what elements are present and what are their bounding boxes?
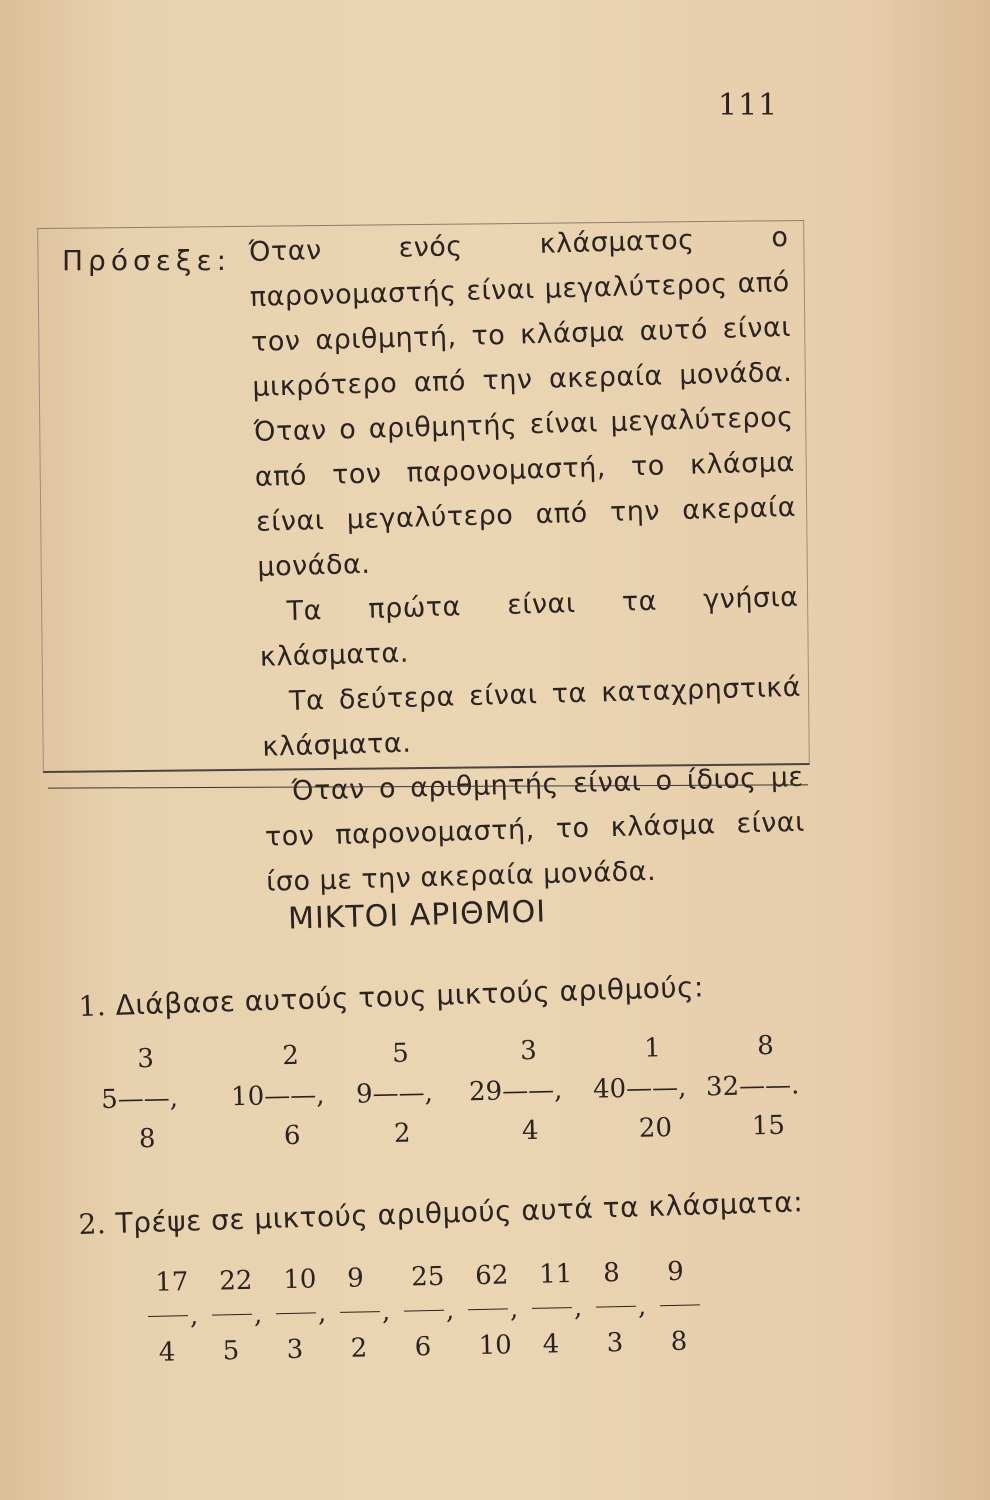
notice-paragraph: Όταν ενός κλάσματος ο παρονομαστής είναι μεγαλύτερος από τον αριθμητή, το κλάσμα αυτό είναι μικρότερο από την ακεραία μονάδα. Όταν ο αριθμητής είναι μεγαλύτερος από τον παρονομαστή, το κλάσμα είναι μεγαλύτερο από την ακεραία μονάδα.: [248, 221, 797, 583]
fraction-separator: ,: [317, 1298, 327, 1329]
mixed-denominator: 20: [638, 1113, 673, 1144]
fraction-numerator: 62: [474, 1260, 509, 1292]
fraction: [209, 1265, 271, 1376]
mixed-whole: 5——,: [100, 1083, 179, 1115]
mixed-denominator: 8: [138, 1123, 156, 1155]
fraction-separator: ,: [509, 1294, 519, 1325]
notice-text: [248, 215, 807, 905]
fraction-denominator: 6: [414, 1332, 432, 1363]
fraction-separator: ,: [253, 1299, 263, 1330]
exercise-text: Τρέψε σε μικτούς αριθμούς αυτά τα κλάσματα:: [115, 1185, 804, 1240]
fraction-numerator: 25: [410, 1261, 445, 1293]
exercise-text: Διάβασε αυτούς τους μικτούς αριθμούς:: [115, 970, 705, 1022]
notice-paragraph: Τα πρώτα είναι τα γνήσια κλάσματα.: [259, 581, 799, 673]
mixed-denominator: 6: [283, 1120, 301, 1152]
fraction-bar: [660, 1304, 700, 1306]
fraction-separator: ,: [637, 1291, 647, 1322]
mixed-denominator: 4: [521, 1115, 539, 1147]
mixed-numerator: 5: [391, 1038, 410, 1069]
fraction-denominator: 10: [478, 1330, 513, 1362]
mixed-number: [592, 1032, 704, 1154]
mixed-number: [355, 1037, 467, 1159]
mixed-numerator: 2: [281, 1040, 300, 1072]
mixed-whole: 9——,: [355, 1078, 434, 1110]
fraction-numerator: 8: [602, 1258, 621, 1289]
exercise-number: 1.: [78, 989, 107, 1023]
mixed-whole: 40——,: [592, 1072, 687, 1105]
fraction-bar: [596, 1306, 636, 1308]
mixed-numbers-row: [100, 1030, 823, 1175]
fraction-denominator: 8: [670, 1326, 688, 1358]
notice-paragraph: Τα δεύτερα είναι τα καταχρηστικά κλάσματα.: [262, 671, 802, 763]
fraction-denominator: 3: [606, 1328, 624, 1359]
mixed-number: [100, 1043, 212, 1165]
fraction-bar: [404, 1310, 444, 1312]
fraction: [593, 1257, 655, 1368]
mixed-denominator: 15: [751, 1110, 786, 1142]
notice-paragraph: Όταν ο αριθμητής είναι ο ίδιος με τον παρονομαστή, το κλάσμα είναι ίσο με την ακεραία μονάδα.: [264, 761, 806, 898]
fraction-denominator: 3: [286, 1334, 304, 1366]
fraction-separator: ,: [189, 1300, 199, 1332]
fraction-numerator: 10: [282, 1264, 317, 1296]
fraction-separator: ,: [381, 1296, 391, 1328]
fraction: [145, 1267, 207, 1378]
exercise-1-prompt: [78, 970, 704, 1023]
fraction-denominator: 2: [350, 1333, 368, 1364]
fraction-numerator: 11: [538, 1259, 573, 1290]
fraction-bar: [468, 1308, 508, 1310]
fraction-bar: [532, 1307, 572, 1309]
mixed-numerator: 3: [136, 1043, 155, 1075]
fractions-row: [145, 1255, 747, 1388]
fraction-numerator: 9: [346, 1263, 365, 1294]
fraction-denominator: 4: [542, 1329, 560, 1360]
fraction-bar: [148, 1315, 188, 1317]
fraction-bar: [276, 1312, 316, 1314]
fraction: [337, 1263, 399, 1374]
fraction-bar: [340, 1311, 380, 1313]
fraction: [529, 1259, 591, 1370]
section-title: ΜΙΚΤΟΙ ΑΡΙΘΜΟΙ: [287, 894, 547, 937]
fraction-separator: ,: [445, 1295, 455, 1326]
exercise-2-prompt: [78, 1185, 804, 1241]
fraction: [401, 1261, 463, 1372]
mixed-numerator: 1: [643, 1033, 662, 1064]
mixed-denominator: 2: [393, 1118, 411, 1149]
mixed-whole: 32——.: [705, 1070, 800, 1103]
fraction: [657, 1256, 719, 1367]
exercise-number: 2.: [78, 1207, 107, 1241]
mixed-numerator: 3: [519, 1035, 538, 1067]
page-number: 111: [718, 88, 779, 123]
fraction: [273, 1264, 335, 1375]
fraction-denominator: 4: [158, 1337, 176, 1368]
notice-label: Πρόσεξε:: [62, 244, 232, 277]
fraction-separator: ,: [573, 1292, 583, 1324]
mixed-whole: 10——,: [230, 1080, 325, 1113]
mixed-number: [468, 1035, 580, 1157]
fraction-denominator: 5: [222, 1336, 240, 1367]
mixed-whole: 29——,: [468, 1075, 563, 1108]
fraction: [465, 1260, 527, 1371]
fraction-bar: [212, 1314, 252, 1316]
mixed-numerator: 8: [756, 1030, 775, 1062]
fraction-numerator: 9: [666, 1256, 685, 1288]
mixed-number: [705, 1030, 817, 1152]
fraction-numerator: 17: [154, 1267, 189, 1298]
mixed-number: [230, 1040, 342, 1162]
fraction-numerator: 22: [218, 1265, 253, 1297]
